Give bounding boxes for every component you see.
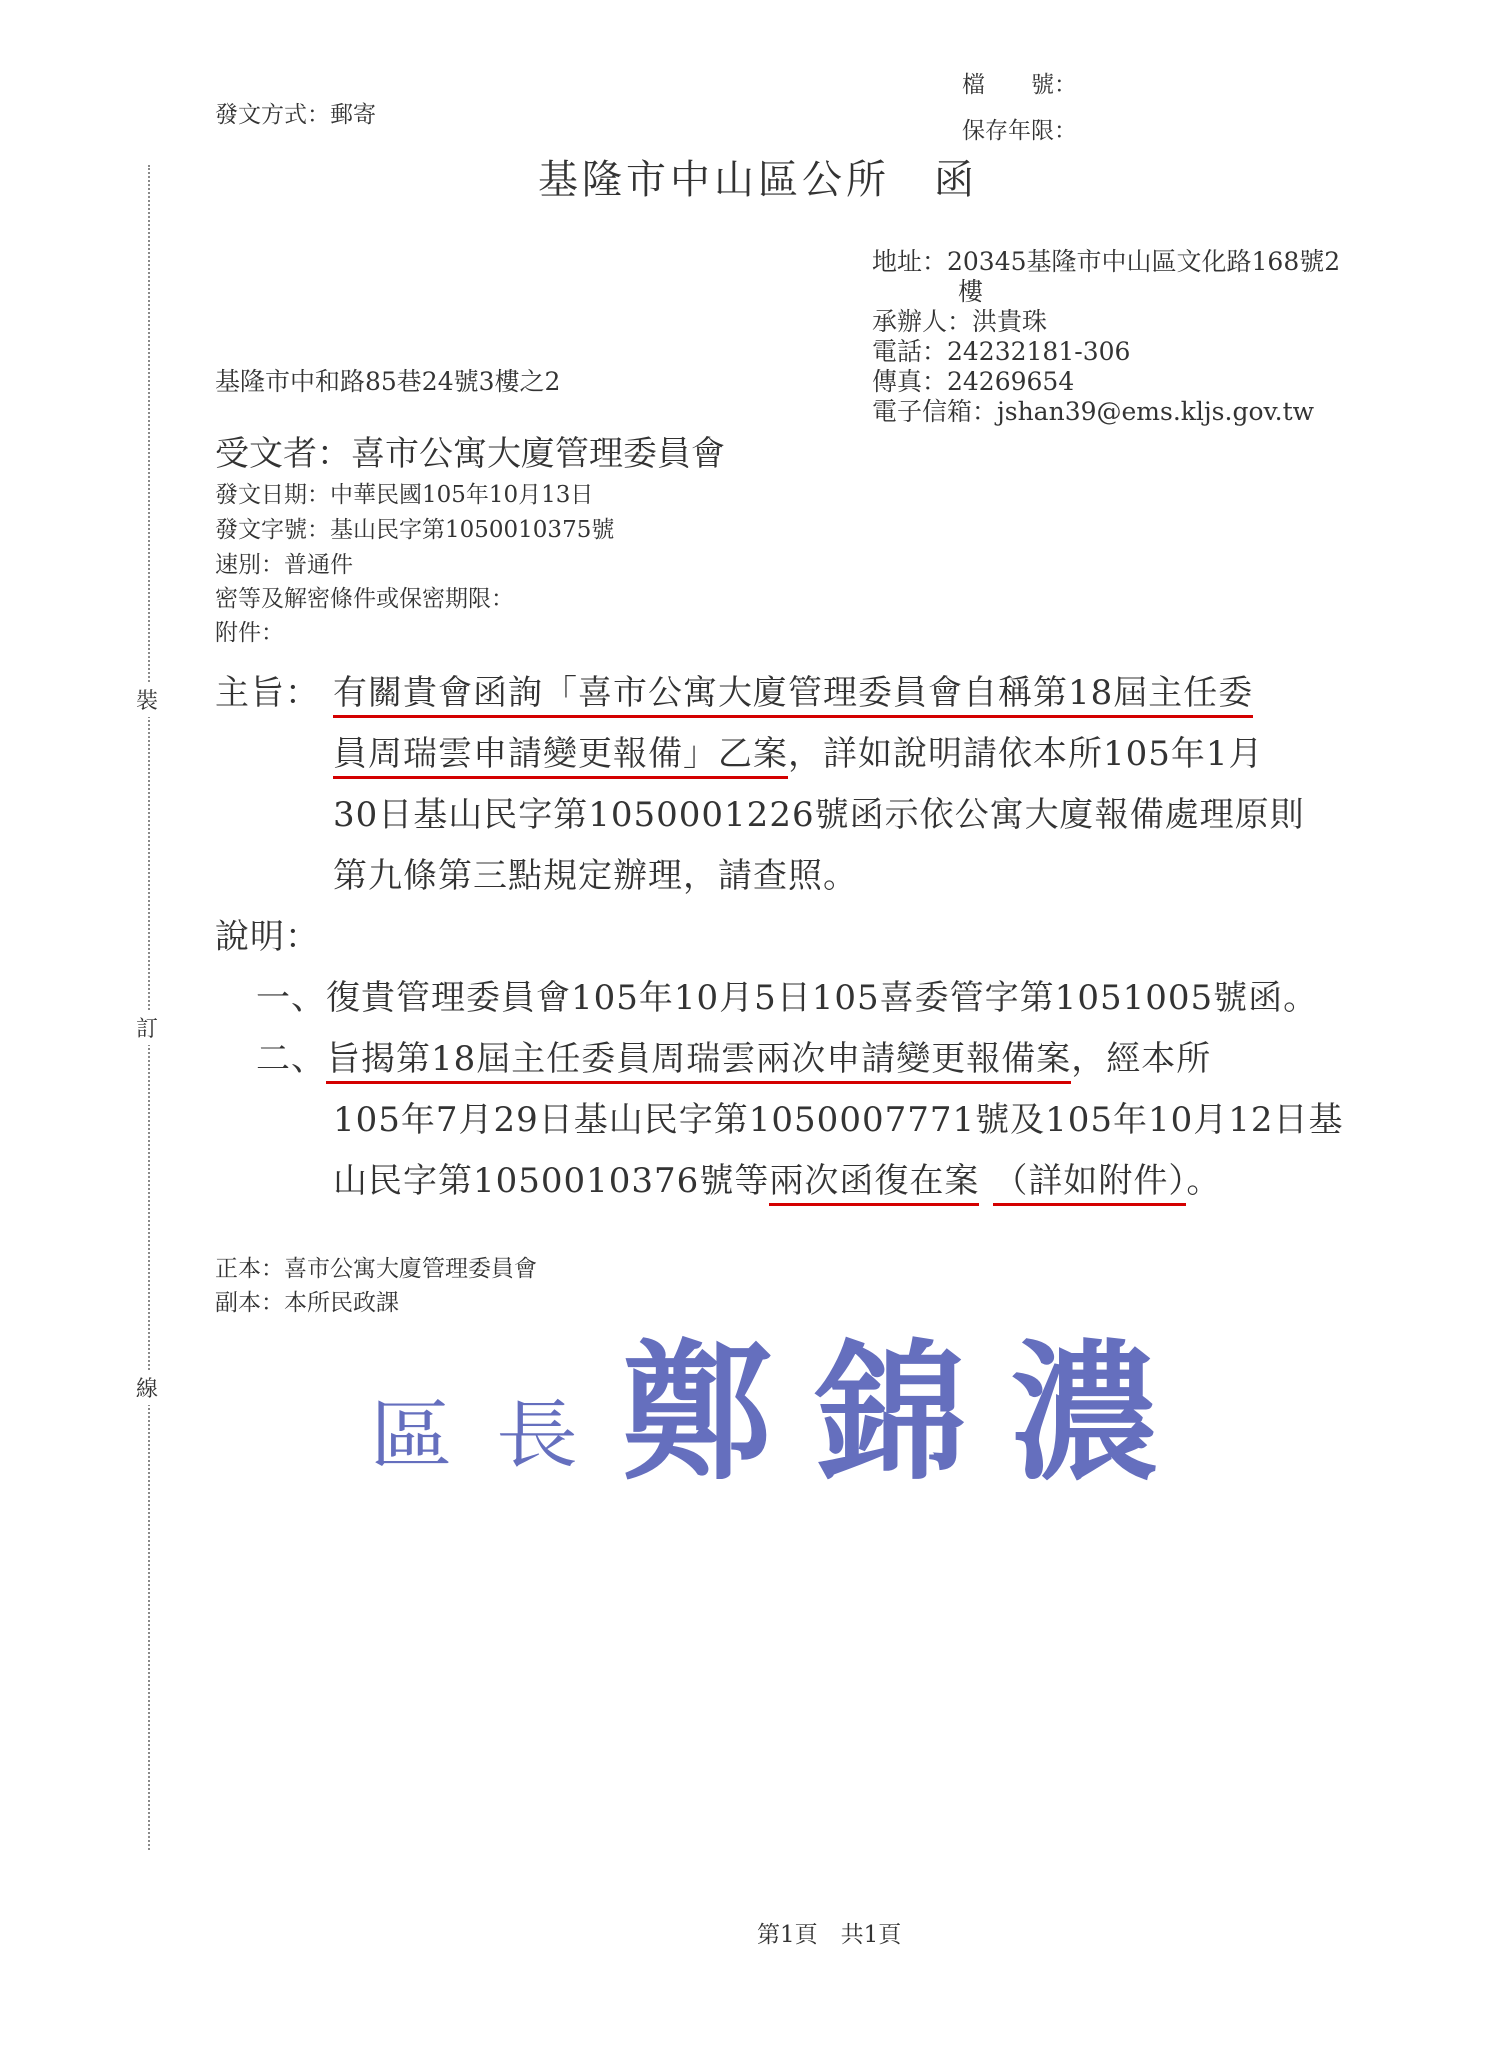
attachment: 附件： (215, 620, 284, 646)
subject-line2-rest: ，詳如說明請依本所105年1月 (788, 734, 1264, 774)
stamp-name-char3: 濃 (1010, 1325, 1161, 1501)
handler: 承辦人：洪貴珠 (872, 307, 1048, 336)
explanation-item2-underlined-reply: 兩次函復在案 (769, 1161, 979, 1206)
phone: 電話：24232181-306 (872, 337, 1131, 366)
fax: 傳真：24269654 (872, 367, 1075, 396)
explanation-item2-number: 二、 (256, 1039, 326, 1079)
retention-period-label: 保存年限： (962, 118, 1077, 144)
explanation-item2-rest: ，經本所 (1071, 1039, 1212, 1079)
explanation-item2-line3-text: 山民字第1050010376號等 (333, 1161, 770, 1201)
delivery-method: 發文方式：郵寄 (215, 102, 376, 128)
explanation-item2-line3-end: 。 (1186, 1161, 1222, 1201)
sender-address-line1: 地址：20345基隆市中山區文化路168號2 (872, 247, 1341, 276)
explanation-item2-line1 (256, 1029, 1211, 1090)
file-number-label: 檔 號： (962, 72, 1077, 98)
stamp-title-char1: 區 (370, 1393, 453, 1479)
explanation-label: 說明： (215, 917, 320, 957)
explanation-item2-line2: 105年7月29日基山民字第1050007771號及105年10月12日基 (333, 1100, 1344, 1140)
explanation-item2-underlined: 旨揭第18屆主任委員周瑞雲兩次申請變更報備案 (326, 1039, 1071, 1084)
explanation-item2-line3 (333, 1151, 1221, 1212)
urgency: 速別：普通件 (215, 552, 353, 578)
subject-line3: 30日基山民字第1050001226號函示依公寓大廈報備處理原則 (333, 795, 1305, 835)
binding-dotted-line (148, 165, 150, 1850)
binding-mark-ding: 訂 (136, 1010, 158, 1045)
binding-mark-xian: 線 (136, 1370, 158, 1405)
sender-address-line2: 樓 (958, 277, 984, 306)
stamp-name-char2: 錦 (816, 1325, 967, 1501)
subject-line1-text: 有關貴會函詢「喜市公寓大廈管理委員會自稱第18屆主任委 (333, 673, 1253, 718)
subject-line2-underlined: 員周瑞雲申請變更報備」乙案 (333, 734, 788, 779)
page-footer: 第1頁 共1頁 (757, 1922, 902, 1948)
issue-number: 發文字號：基山民字第1050010375號 (215, 517, 615, 543)
issue-date: 發文日期：中華民國105年10月13日 (215, 482, 594, 508)
subject-line1 (333, 663, 1253, 724)
district-chief-stamp (370, 1318, 1161, 1501)
recipient-address: 基隆市中和路85巷24號3樓之2 (215, 367, 561, 396)
recipient: 受文者：喜市公寓大廈管理委員會 (215, 434, 725, 474)
explanation-item2-underlined-attachment: （詳如附件） (993, 1161, 1186, 1206)
confidentiality: 密等及解密條件或保密期限： (215, 586, 514, 612)
subject-line2 (333, 724, 1264, 785)
subject-line4: 第九條第三點規定辦理，請查照。 (333, 856, 858, 896)
carbon-copy: 副本：本所民政課 (215, 1290, 399, 1316)
email: 電子信箱：jshan39@ems.kljs.gov.tw (872, 397, 1315, 426)
original-copy: 正本：喜市公寓大廈管理委員會 (215, 1256, 537, 1282)
stamp-title-char2: 長 (496, 1393, 579, 1479)
document-title: 基隆市中山區公所 函 (538, 157, 978, 203)
binding-mark-zhuang: 裝 (136, 682, 158, 717)
subject-label: 主旨： (215, 673, 320, 713)
stamp-name-char1: 鄭 (622, 1325, 773, 1501)
explanation-item1: 一、復貴管理委員會105年10月5日105喜委管字第1051005號函。 (256, 978, 1319, 1018)
